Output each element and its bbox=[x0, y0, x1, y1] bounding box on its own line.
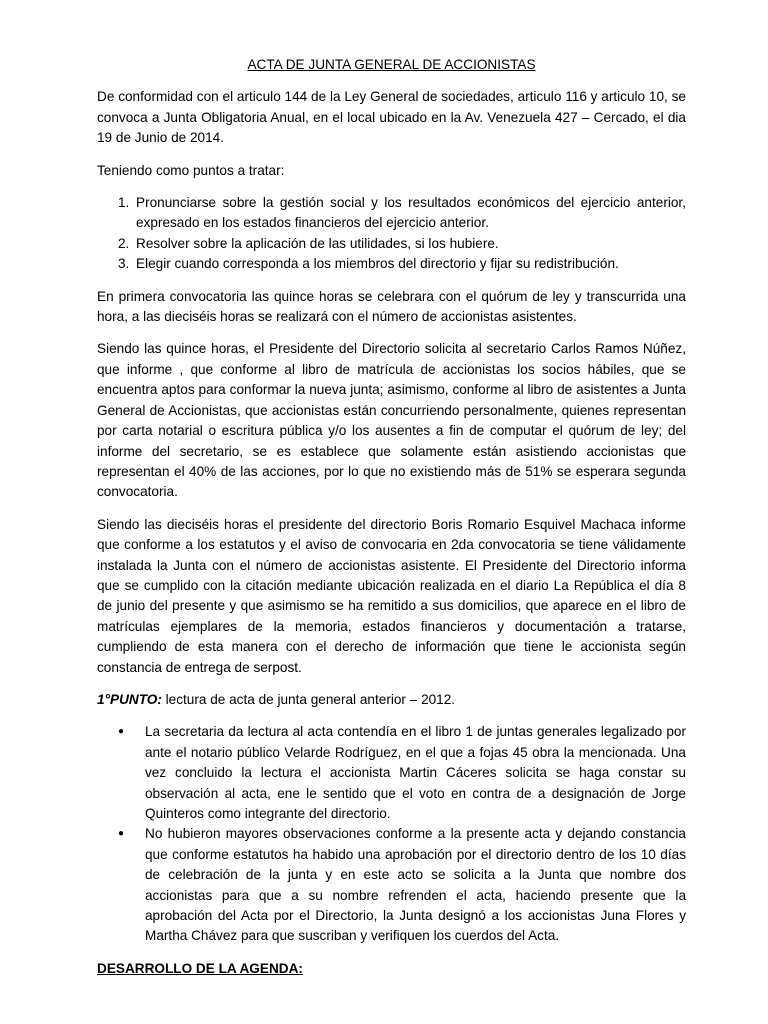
bullet-text: No hubieron mayores observaciones conforme a la presente acta y dejando constancia que conforme estatutos ha habido una aprobación por el directorio dentro de los 10 días de celebración de la junta y en este acto se solicita a la Junta que nombre dos accionistas para que a su nombre refrenden el acta, haciendo presente que la aprobación del Acta por el Directorio, la Junta designó a los accionistas Juna Flores y Martha Chávez para que suscriban y verifiquen los cuerdos del Acta. bbox=[145, 826, 686, 944]
agenda-list bbox=[97, 193, 686, 275]
agenda-item-number: 2. bbox=[118, 235, 130, 251]
convocation-paragraph: De conformidad con el articulo 144 de la Ley General de sociedades, articulo 116 y articulo 10, se convoca a Junta Obligatoria Anual, en el local ubicado en la Av. Venezuela 427 – Cercado, el dia 19 de Junio de 2014. bbox=[97, 89, 686, 146]
agenda-item-text: Pronunciarse sobre la gestión social y los resultados económicos del ejercicio anterior, expresado en los estados financieros del ejercicio anterior. bbox=[136, 195, 686, 231]
bullet-icon: ● bbox=[118, 828, 125, 840]
agenda-item-text: Elegir cuando corresponda a los miembros del directorio y fijar su redistribución. bbox=[136, 256, 619, 272]
point-one-text: lectura de acta de junta general anterior – 2012. bbox=[161, 691, 456, 707]
agenda-development-heading: DESARROLLO DE LA AGENDA: bbox=[97, 960, 303, 976]
agenda-item-text: Resolver sobre la aplicación de las utilidades, si los hubiere. bbox=[136, 235, 499, 251]
bullet-icon: ● bbox=[118, 726, 125, 738]
agenda-item bbox=[97, 234, 686, 254]
second-session-paragraph: Siendo las dieciséis horas el presidente del directorio Boris Romario Esquivel Machaca informe que conforme a los estatutos y el aviso de convocaria en 2da convocatoria se tiene válidamente instalada la Junta con el número de accionistas asistente. El Presidente del Directorio informa que se cumplido con la citación mediante ubicación realizada en el diario La República el día 8 de junio del presente y que asimismo se ha remitido a sus domicilios, que aparece en el libro de matrículas ejemplares de la memoria, estados financieros y documentación a tratarse, cumpliendo de esta manera con el derecho de información que tiene le accionista según constancia de entrega de serpost. bbox=[97, 516, 686, 675]
point-one-heading bbox=[97, 690, 686, 710]
agenda-intro: Teniendo como puntos a tratar: bbox=[97, 162, 285, 178]
agenda-item-number: 3. bbox=[118, 256, 130, 272]
bullet-text: La secretaria da lectura al acta contendía en el libro 1 de juntas generales legalizado por ante el notario público Velarde Rodríguez, en el que a fojas 45 obra la mencionada. Una vez concluido la lectura el accionista Martin Cáceres solicita se haga constar su observación al acta, ene le sentido que el voto en contra de a designación de Jorge Quinteros como integrante del directorio. bbox=[145, 724, 686, 821]
document-title: ACTA DE JUNTA GENERAL DE ACCIONISTAS bbox=[247, 57, 536, 72]
bullet-item bbox=[97, 722, 686, 824]
document-body bbox=[97, 55, 686, 979]
agenda-item bbox=[97, 193, 686, 234]
bullet-item bbox=[97, 824, 686, 946]
point-one-bullets bbox=[97, 722, 686, 946]
agenda-item-number: 1. bbox=[118, 195, 130, 211]
first-session-paragraph: Siendo las quince horas, el Presidente del Directorio solicita al secretario Carlos Ramos Núñez, que informe , que conforme al libro de matrícula de accionistas los socios hábiles, que se encuentra aptos para conformar la nueva junta; asimismo, conforme al libro de asistentes a Junta General de Accionistas, que accionistas están concurriendo personalmente, quienes representan por carta notarial o escritura pública y/o los ausentes a fin de computar el quórum de ley; del informe del secretario, se es establece que solamente están asistiendo accionistas que representan el 40% de las acciones, por lo que no existiendo más de 51% se esperara segunda convocatoria. bbox=[97, 341, 686, 500]
point-one-label: 1°PUNTO: bbox=[97, 691, 162, 707]
quorum-paragraph: En primera convocatoria las quince horas se celebrara con el quórum de ley y transcurrida una hora, a las dieciséis horas se realizará con el número de accionistas asistentes. bbox=[97, 288, 686, 325]
agenda-item bbox=[97, 254, 686, 274]
